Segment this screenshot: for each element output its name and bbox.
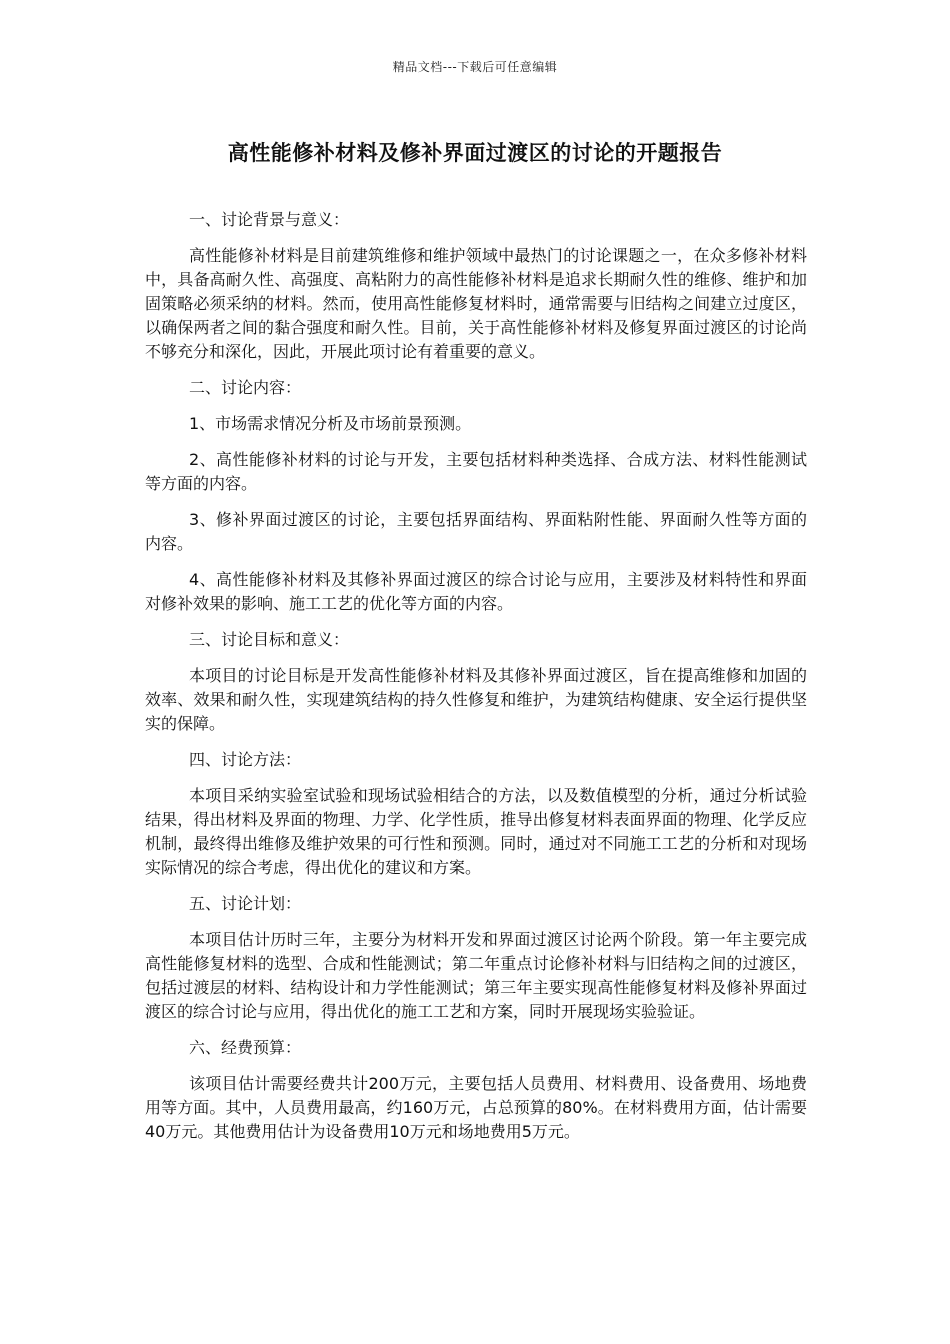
page-title: 高性能修补材料及修补界面过渡区的讨论的开题报告	[227, 141, 723, 165]
paragraph-content-item-4: 4、高性能修补材料及其修补界面过渡区的综合讨论与应用，主要涉及材料特性和界面对修补效果的影响、施工工艺的优化等方面的内容。	[145, 570, 807, 613]
paragraph-content-item-2: 2、高性能修补材料的讨论与开发，主要包括材料种类选择、合成方法、材料性能测试等方面的内容。	[145, 450, 807, 493]
section-heading-methods: 四、讨论方法：	[189, 750, 302, 769]
paragraph-methods: 本项目采纳实验室试验和现场试验相结合的方法，以及数值模型的分析，通过分析试验结果，得出材料及界面的物理、力学、化学性质，推导出修复材料表面界面的物理、化学反应机制，最终得出维修及维护效果的可行性和预测。同时，通过对不同施工工艺的分析和对现场实际情况的综合考虑，得出优化的建议和方案。	[145, 786, 807, 877]
section-heading-goals: 三、讨论目标和意义：	[189, 630, 350, 649]
paragraph-content-item-3: 3、修补界面过渡区的讨论，主要包括界面结构、界面粘附性能、界面耐久性等方面的内容。	[145, 510, 807, 553]
section-heading-background: 一、讨论背景与意义：	[189, 210, 350, 229]
header-note: 精品文档---下载后可任意编辑	[392, 60, 558, 74]
section-heading-plan: 五、讨论计划：	[189, 894, 302, 913]
document-body	[145, 208, 807, 1156]
paragraph-goals: 本项目的讨论目标是开发高性能修补材料及其修补界面过渡区，旨在提高维修和加固的效率、效果和耐久性，实现建筑结构的持久性修复和维护，为建筑结构健康、安全运行提供坚实的保障。	[145, 666, 807, 733]
section-heading-content: 二、讨论内容：	[189, 378, 302, 397]
paragraph-budget: 该项目估计需要经费共计200万元，主要包括人员费用、材料费用、设备费用、场地费用等方面。其中，人员费用最高，约160万元，占总预算的80%。在材料费用方面，估计需要40万元。其他费用估计为设备费用10万元和场地费用5万元。	[145, 1074, 807, 1141]
paragraph-plan: 本项目估计历时三年，主要分为材料开发和界面过渡区讨论两个阶段。第一年主要完成高性能修复材料的选型、合成和性能测试；第二年重点讨论修补材料与旧结构之间的过渡区，包括过渡层的材料、结构设计和力学性能测试；第三年主要实现高性能修复材料及修补界面过渡区的综合讨论与应用，得出优化的施工工艺和方案，同时开展现场实验验证。	[145, 930, 807, 1021]
paragraph-content-item-1: 1、市场需求情况分析及市场前景预测。	[189, 414, 472, 433]
paragraph-background: 高性能修补材料是目前建筑维修和维护领域中最热门的讨论课题之一，在众多修补材料中，具备高耐久性、高强度、高粘附力的高性能修补材料是追求长期耐久性的维修、维护和加固策略必须采纳的材料。然而，使用高性能修复材料时，通常需要与旧结构之间建立过度区，以确保两者之间的黏合强度和耐久性。目前，关于高性能修补材料及修复界面过渡区的讨论尚不够充分和深化，因此，开展此项讨论有着重要的意义。	[145, 246, 807, 361]
section-heading-budget: 六、经费预算：	[189, 1038, 302, 1057]
